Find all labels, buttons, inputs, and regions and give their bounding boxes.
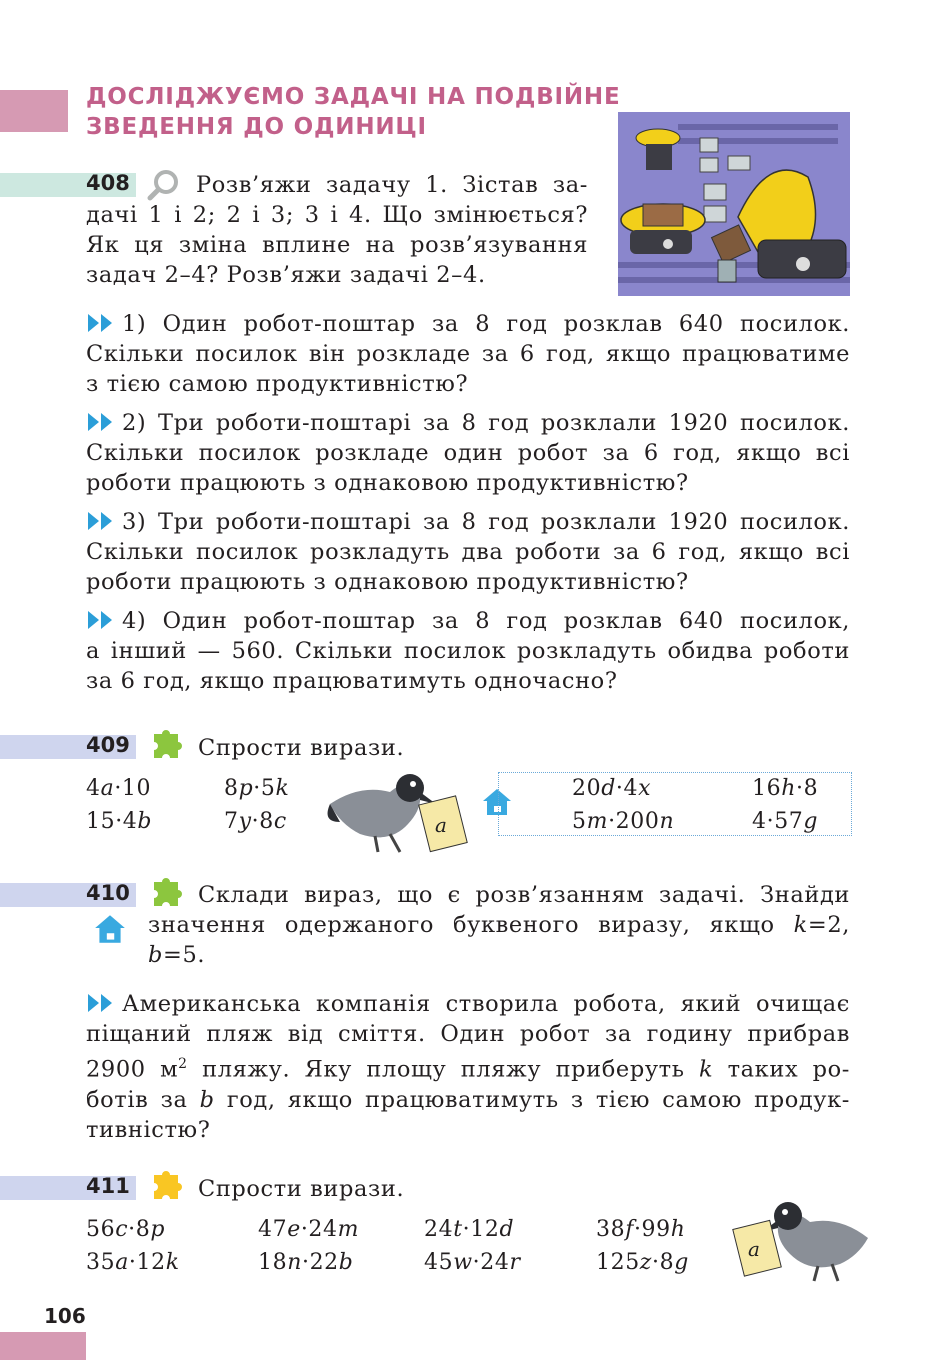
task-408-line: задач 2–4? Розв’яжи задачі 2–4. [86, 262, 486, 288]
task-408-text-cont [86, 200, 588, 290]
expr-411-1: 56c·8p [86, 1217, 166, 1242]
expr-409-2: 8p·5k [224, 776, 290, 801]
subtask-2-line [86, 408, 850, 438]
task-409-prompt: Спрости вирази. [198, 735, 405, 761]
expr-409-7: 5m·200n [572, 809, 675, 834]
task-410-problem-line: 2900 $м^2$ пляжу. Яку площу пляжу приберуть k таких ро- [86, 1056, 850, 1083]
task-408-text [196, 170, 588, 200]
double-arrow-icon [86, 992, 116, 1014]
puzzle-green-icon [146, 726, 186, 766]
task-410-line: значення одержаного буквеного виразу, якщо k=2, [148, 912, 850, 938]
task-408-line: Розв’яжи задачу 1. Зістав за- [196, 172, 588, 198]
subtask-1 [86, 309, 850, 399]
subtask-4-line: за 6 год, якщо працюватимуть одночасно? [86, 668, 618, 694]
title-line-1: ДОСЛІДЖУЄМО ЗАДАЧІ НА ПОДВІЙНЕ [86, 84, 621, 110]
subtask-3-line: роботи працюють з однаковою продуктивністю? [86, 569, 689, 595]
task-408-number: 408 [86, 171, 130, 195]
task-410-problem [86, 989, 850, 1145]
expr-411-8: 125z·8g [596, 1250, 689, 1275]
expr-409-3: 15·4b [86, 809, 153, 834]
task-411-number: 411 [86, 1174, 130, 1198]
double-arrow-icon [86, 411, 116, 433]
expr-411-3: 24t·12d [424, 1217, 515, 1242]
puzzle-green-icon [146, 874, 186, 914]
expr-411-4: 38f·99h [596, 1217, 686, 1242]
subtask-4 [86, 606, 850, 696]
header-accent-bar [0, 90, 68, 132]
task-410-problem-line: піщаний пляж від сміття. Один робот за годину прибрав [86, 1021, 850, 1047]
subtask-3-line [86, 507, 850, 537]
subtask-3 [86, 507, 850, 597]
subtask-3-line: Скільки посилок розкладуть два роботи за 6 год, якщо всі [86, 539, 850, 565]
subtask-3-text: 3) Три роботи-поштарі за 8 год розклали 1920 посилок. [122, 509, 850, 535]
subtask-1-line [86, 309, 850, 339]
expr-409-1: 4a·10 [86, 776, 152, 801]
subtask-1-text: 1) Один робот-поштар за 8 год розклав 640 посилок. [122, 311, 850, 337]
task-409-number: 409 [86, 733, 130, 757]
expr-409-8: 4·57g [752, 809, 819, 834]
double-arrow-icon [86, 609, 116, 631]
subtask-2-text: 2) Три роботи-поштарі за 8 год розклали 1920 посилок. [122, 410, 850, 436]
expr-411-7: 45w·24r [424, 1250, 521, 1275]
expr-409-6: 16h·8 [752, 776, 819, 801]
page-number: 106 [44, 1304, 86, 1328]
crow-illustration [320, 764, 470, 860]
subtask-1-line: Скільки посилок він розкладе за 6 год, якщо працюватиме [86, 341, 850, 367]
task-408-line: дачі 1 і 2; 2 і 3; 3 і 4. Що змінюється? [86, 202, 588, 228]
double-arrow-icon [86, 312, 116, 334]
expr-411-5: 35a·12k [86, 1250, 180, 1275]
home-icon [92, 912, 128, 946]
subtask-4-line: а інший — 560. Скільки посилок розкладуть обидва роботи [86, 638, 850, 664]
subtask-4-text: 4) Один робот-поштар за 8 год розклав 640 посилок, [122, 608, 850, 634]
task-410-line: b=5. [148, 942, 206, 968]
card-letter: a [435, 813, 447, 837]
subtask-1-line: з тією самою продуктивністю? [86, 371, 469, 397]
page-title [86, 82, 626, 142]
subtask-2-line: роботи працюють з однаковою продуктивністю? [86, 470, 689, 496]
task-410-statement [198, 880, 850, 910]
task-410-problem-line: тивністю? [86, 1116, 211, 1143]
magnifier-icon [146, 167, 182, 203]
expr-409-5: 20d·4x [572, 776, 652, 801]
task-410-number: 410 [86, 881, 130, 905]
task-410-statement-cont [148, 910, 850, 970]
task-410-problem-line: ботів за b год, якщо працюватимуть з тією самою продук- [86, 1086, 851, 1113]
task-410-problem-line: Американська компанія створила робота, який очищає [86, 989, 850, 1019]
subtask-2-line: Скільки посилок розкладе один робот за 6 год, якщо всі [86, 440, 850, 466]
double-arrow-icon [86, 510, 116, 532]
crow-illustration [728, 1186, 878, 1286]
subtask-4-line [86, 606, 850, 636]
robots-illustration [618, 112, 850, 296]
task-410-line: Склади вираз, що є розв’язанням задачі. Знайди [198, 882, 850, 908]
puzzle-yellow-icon [146, 1167, 186, 1207]
footer-accent-bar [0, 1332, 86, 1360]
expr-409-4: 7y·8c [224, 809, 287, 834]
card-letter: a [748, 1237, 760, 1261]
expr-411-6: 18n·22b [258, 1250, 354, 1275]
subtask-2 [86, 408, 850, 498]
title-line-2: ЗВЕДЕННЯ ДО ОДИНИЦІ [86, 114, 427, 140]
expr-411-2: 47e·24m [258, 1217, 360, 1242]
task-408-line: Як ця зміна вплине на розв’язування [86, 232, 588, 258]
task-411-prompt: Спрости вирази. [198, 1176, 405, 1202]
